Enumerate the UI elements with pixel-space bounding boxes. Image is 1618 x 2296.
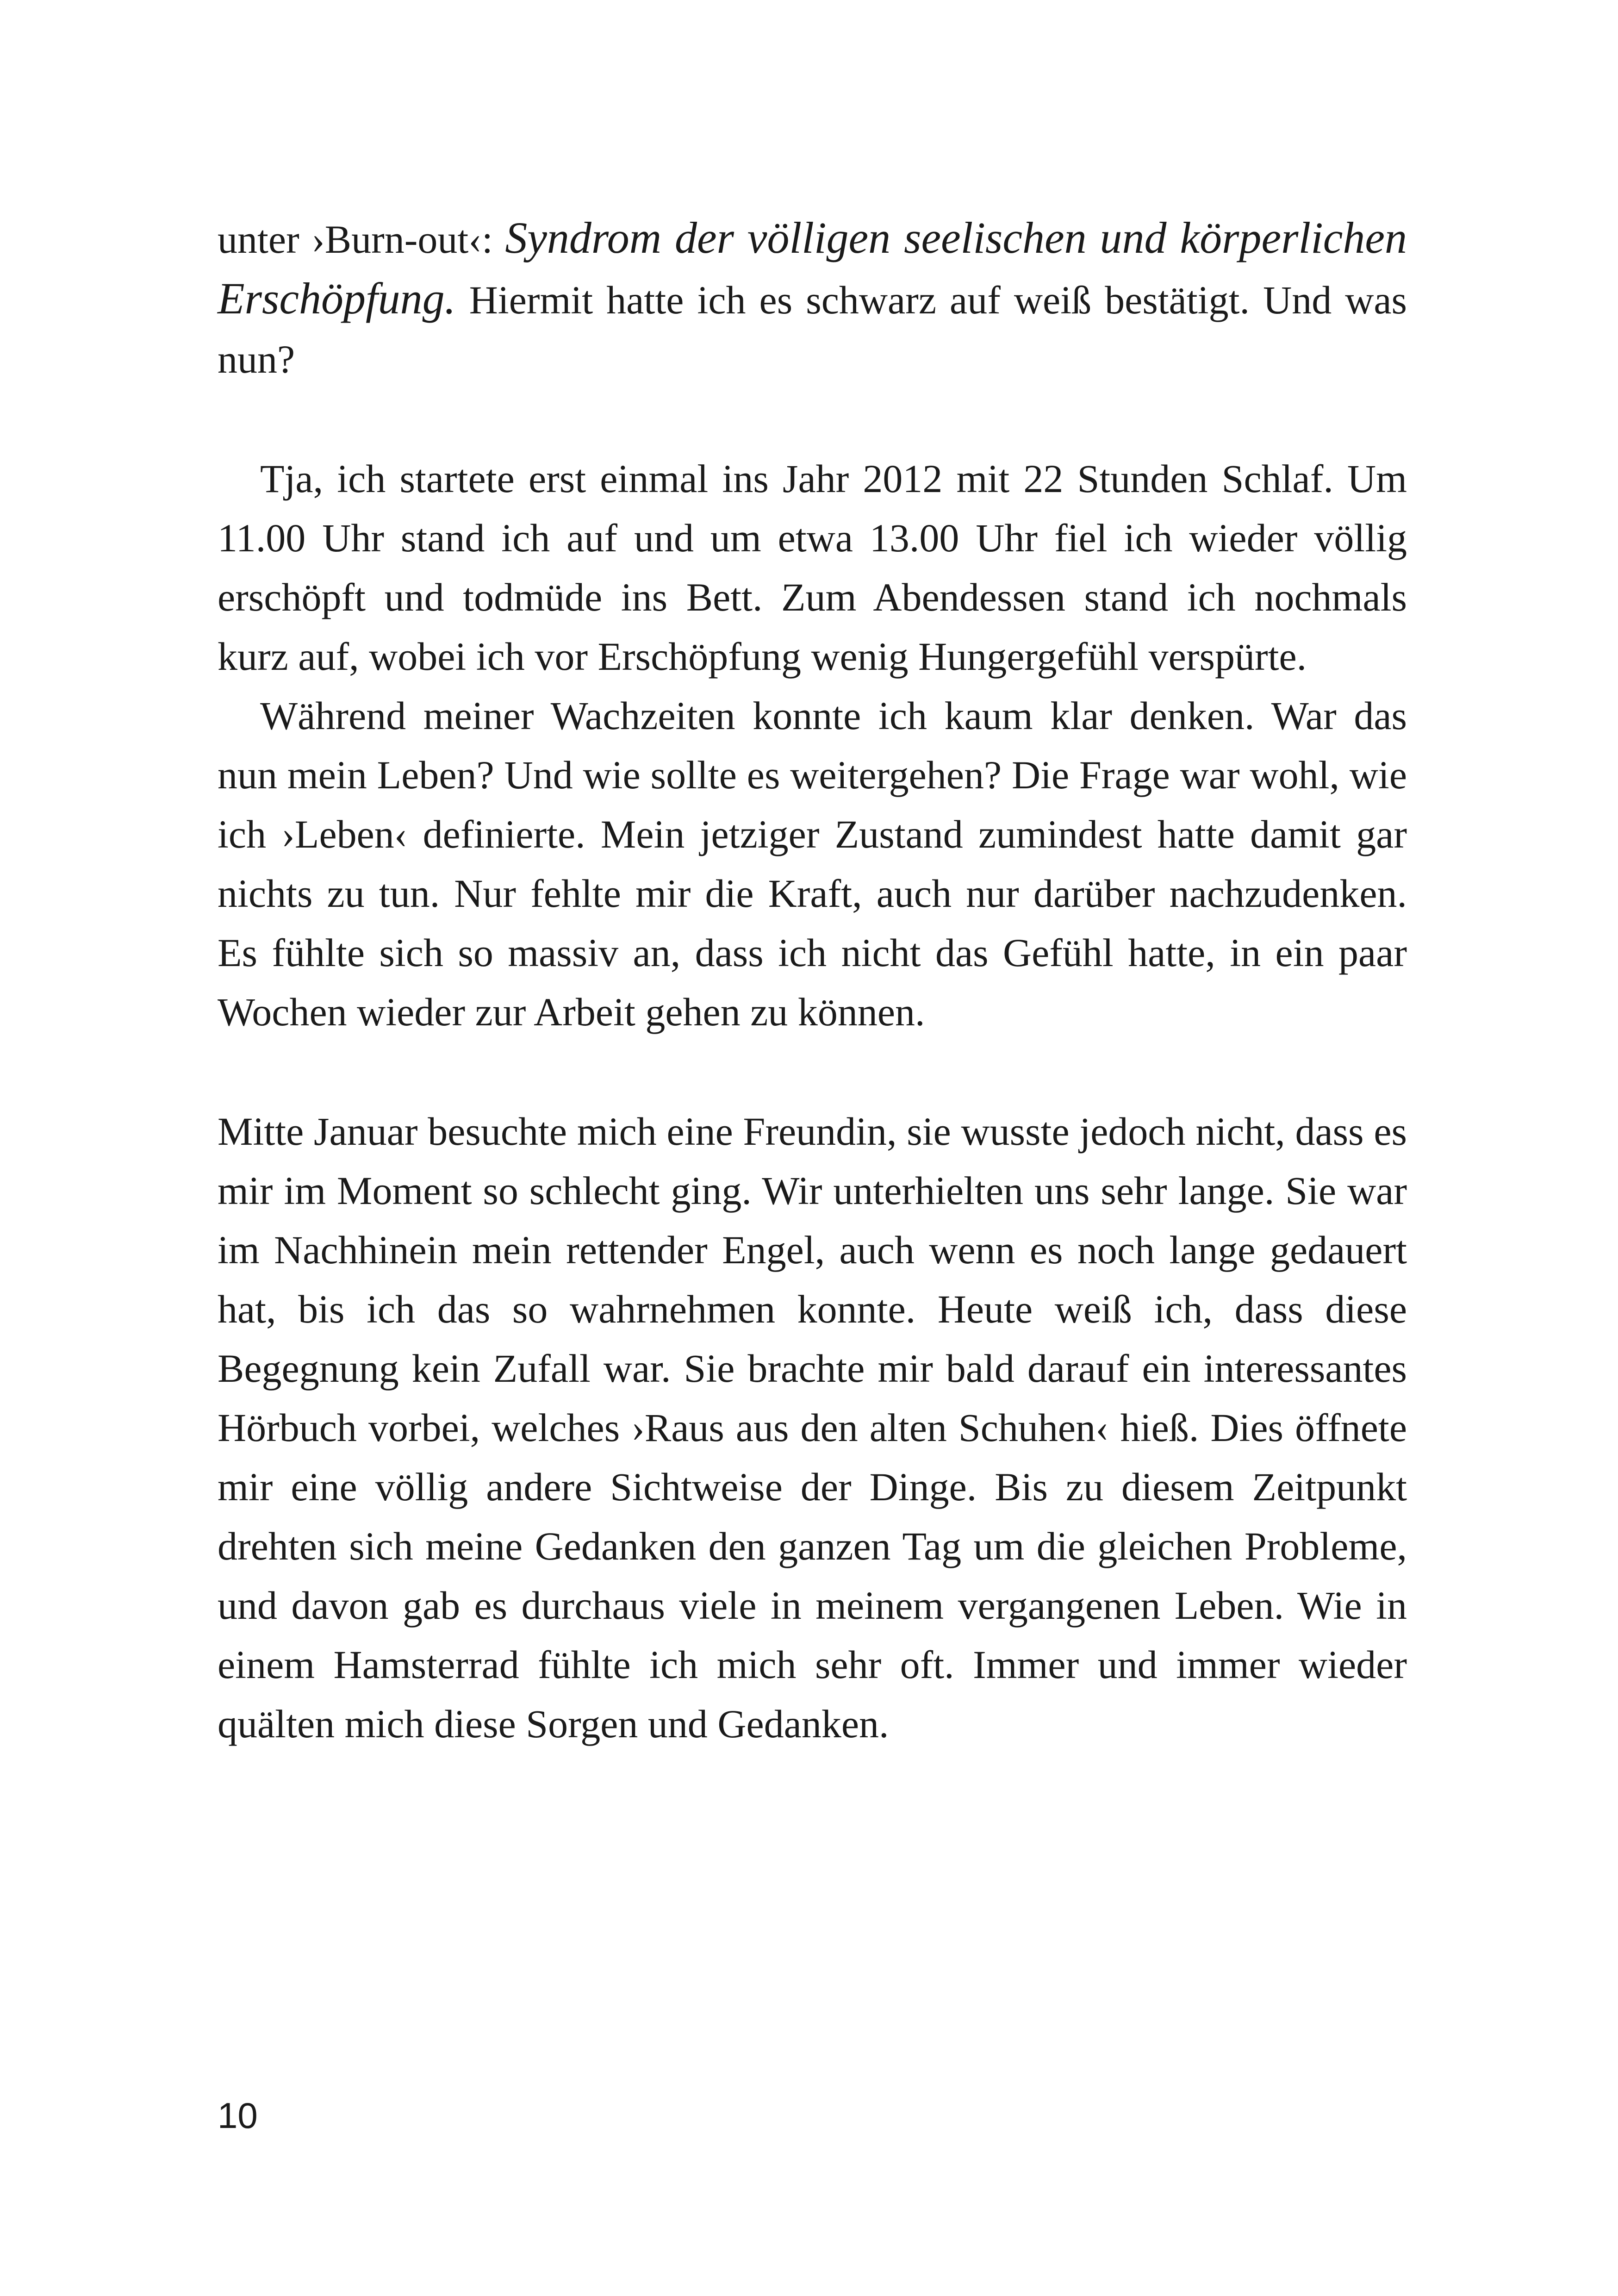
paragraph-burnout-tail: Hiermit hatte ich es schwarz auf weiß bestätigt. Und was nun? [218, 278, 1407, 381]
burnout-definition-italic: Syndrom der völligen seelischen und körperlichen Erschöpfung. [218, 213, 1407, 323]
paragraph-wake-times: Während meiner Wachzeiten konnte ich kaum klar denken. War das nun mein Leben? Und wie sollte es weitergehen? Die Frage war wohl, wie ich ›Leben‹ definierte. Mein jetziger Zustand zumindest hatte damit gar nichts zu tun. Nur fehlte mir die Kraft, auch nur darüber nachzudenken. Es fühlte sich so massiv an, dass ich nicht das Gefühl hatte, in ein paar Wochen wieder zur Arbeit gehen zu können. [218, 693, 1407, 1034]
paragraph-burnout-definition [218, 208, 1407, 389]
paragraph-friend-visit: Mitte Januar besuchte mich eine Freundin, sie wusste jedoch nicht, dass es mir im Moment so schlecht ging. Wir unterhielten uns sehr lange. Sie war im Nachhinein mein rettender Engel, auch wenn es noch lange gedauert hat, bis ich das so wahrnehmen konnte. Heute weiß ich, dass diese Begegnung kein Zufall war. Sie brachte mir bald darauf ein interessantes Hörbuch vorbei, welches ›Raus aus den alten Schuhen‹ hieß. Dies öffnete mir eine völlig andere Sichtweise der Dinge. Bis zu diesem Zeitpunkt drehten sich meine Gedanken den ganzen Tag um die gleichen Probleme, und davon gab es durchaus viele in meinem vergangenen Leben. Wie in einem Hamsterrad fühlte ich mich sehr oft. Immer und immer wieder quälten mich diese Sorgen und Gedanken. [218, 1109, 1407, 1746]
paragraph-burnout-lead: unter ›Burn-out‹: [218, 217, 505, 262]
page-body [218, 208, 1407, 1753]
paragraph-new-year: Tja, ich startete erst einmal ins Jahr 2012 mit 22 Stunden Schlaf. Um 11.00 Uhr stand ich auf und um etwa 13.00 Uhr fiel ich wieder völlig erschöpft und todmüde ins Bett. Zum Abendessen stand ich nochmals kurz auf, wobei ich vor Erschöpfung wenig Hungergefühl verspürte. [218, 456, 1407, 679]
page-number: 10 [218, 2095, 258, 2136]
